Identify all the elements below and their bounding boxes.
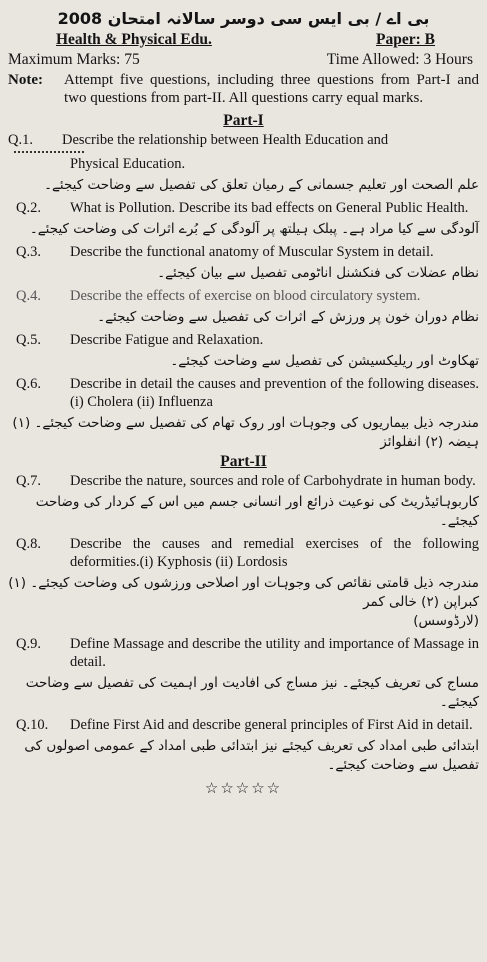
question-text-en: Describe the causes and remedial exercises of the following deformities.(i) Kyphosis (ii) Lordosis	[70, 536, 479, 570]
marks-row	[8, 50, 479, 70]
question-text-en: Describe the functional anatomy of Muscular System in detail.	[70, 244, 434, 260]
question-2	[8, 199, 479, 217]
question-text-en: Describe the effects of exercise on blood circulatory system.	[70, 288, 421, 304]
question-number: Q.6.	[16, 376, 41, 392]
question-text-ur: ابتدائی طبی امداد کی تعریف کیجئے نیز ابتدائی طبی امداد کے عمومی اصولوں کی تفصیل سے وضاحت کیجئے۔	[24, 738, 479, 773]
dotted-divider	[14, 151, 84, 153]
question-text-ur: کاربوہائیڈریٹ کی نوعیت ذرائع اور انسانی جسم میں اس کے کردار کی وضاحت کیجئے۔	[35, 494, 479, 529]
end-stars: ☆☆☆☆☆	[204, 781, 283, 797]
question-text-en: Describe the nature, sources and role of Carbohydrate in human body.	[70, 473, 476, 489]
paper-code: Paper: B	[376, 31, 435, 48]
question-text-ur: نظام عضلات کی فنکشنل اناٹومی تفصیل سے بیان کیجئے۔	[157, 265, 479, 281]
question-text-ur: نظام دوران خون پر ورزش کے اثرات کی تفصیل سے وضاحت کیجئے۔	[97, 309, 479, 325]
note-label: Note:	[8, 72, 43, 88]
exam-title-urdu: بی اے / بی ایس سی دوسر سالانہ امتحان 2008	[57, 9, 430, 28]
question-10	[8, 716, 479, 734]
question-number: Q.10.	[16, 717, 49, 733]
question-text-ur: مساج کی تعریف کیجئے۔ نیز مساج کی افادیت اور اہمیت کی تفصیل سے وضاحت کیجئے۔	[25, 675, 479, 710]
question-7	[8, 472, 479, 490]
question-number: Q.3.	[16, 244, 41, 260]
question-number: Q.2.	[16, 200, 41, 216]
question-text-en: Describe the relationship between Health Education and	[62, 132, 389, 148]
question-number: Q.5.	[16, 332, 41, 348]
question-text-ur: آلودگی سے کیا مراد ہے۔ پبلک ہیلتھ پر آلودگی کے بُرے اثرات کی وضاحت کیجئے۔	[29, 221, 479, 237]
question-4	[8, 287, 479, 305]
question-text-en-continued: Physical Education.	[70, 156, 186, 172]
question-text-ur: مندرجہ ذیل قامتی نقائص کی وجوہات اور اصلاحی ورزشوں کی وضاحت کیجئے۔ (۱) کبراپن (۲) خالی کمر	[8, 575, 479, 610]
instructions	[8, 71, 479, 107]
question-3	[8, 243, 479, 261]
question-9	[8, 635, 479, 671]
note-text: Attempt five questions, including three questions from Part-I and two questions from part-II. All questions carry equal marks.	[64, 72, 479, 106]
question-text-ur: تھکاوٹ اور ریلیکسیشن کی تفصیل سے وضاحت کیجئے۔	[170, 353, 479, 369]
question-text-en: Define First Aid and describe general principles of First Aid in detail.	[70, 717, 473, 733]
question-text-ur: علم الصحت اور تعلیم جسمانی کے رمیان تعلق کی تفصیل سے وضاحت کیجئے۔	[44, 177, 479, 193]
max-marks: Maximum Marks: 75	[8, 51, 140, 68]
question-1	[8, 131, 479, 149]
question-text-en: Define Massage and describe the utility and importance of Massage in detail.	[70, 636, 479, 670]
question-text-ur-continued: (لارڈوسس)	[413, 613, 479, 629]
question-number: Q.9.	[16, 636, 41, 652]
question-5	[8, 331, 479, 349]
question-text-en: What is Pollution. Describe its bad effects on General Public Health.	[70, 200, 469, 216]
question-text-ur: مندرجہ ذیل بیماریوں کی وجوہات اور روک تھام کی تفصیل سے وضاحت کیجئے۔ (۱) ہیضہ (۲) انفلوائز	[12, 415, 479, 450]
subject-row	[8, 30, 479, 50]
part-2-heading: Part-II	[220, 453, 267, 470]
question-number: Q.7.	[16, 473, 41, 489]
question-text-en: Describe Fatigue and Relaxation.	[70, 332, 264, 348]
time-allowed: Time Allowed: 3 Hours	[326, 51, 473, 68]
subject-name: Health & Physical Edu.	[56, 31, 212, 48]
question-number: Q.4.	[16, 288, 41, 304]
question-number: Q.8.	[16, 536, 41, 552]
question-text-en: Describe in detail the causes and prevention of the following diseases. (i) Cholera (ii) Influenza	[70, 376, 479, 410]
question-6	[8, 375, 479, 411]
part-1-heading: Part-I	[223, 112, 264, 129]
question-8	[8, 535, 479, 571]
question-number: Q.1.	[8, 132, 33, 148]
